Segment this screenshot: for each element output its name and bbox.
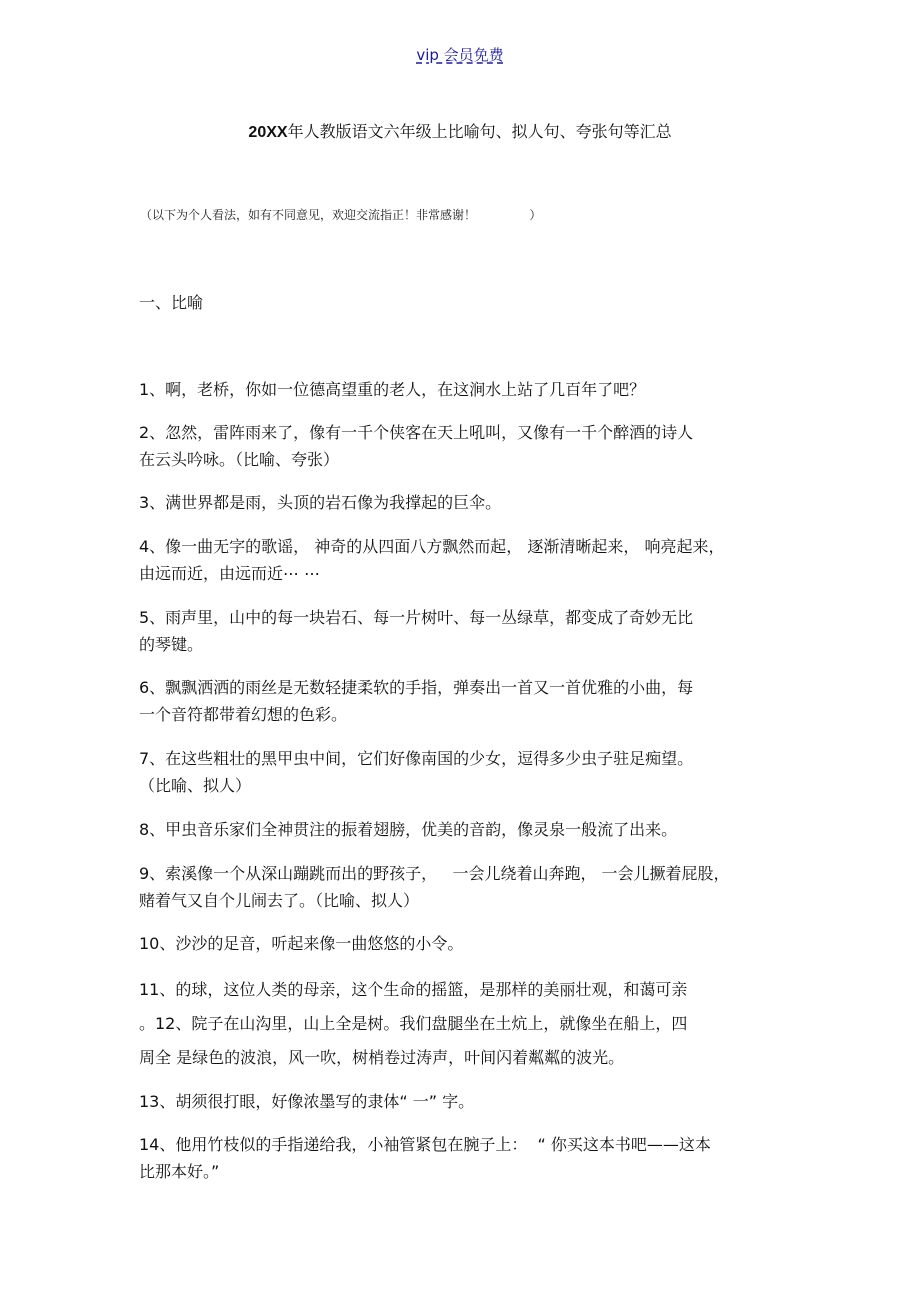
sentence-item: 8、甲虫音乐家们全神贯注的振着翅膀，优美的音韵，像灵泉一般流了出来。	[139, 820, 678, 839]
sentence-item: 13、胡须很打眼，好像浓墨写的隶体“ 一” 字。	[139, 1092, 475, 1111]
sentence-item: 4、像一曲无字的歌谣， 神奇的从四面八方飘然而起， 逐渐清晰起来， 响亮起来， 由远而近，由远而近⋯ ⋯	[139, 537, 725, 583]
sentence-item: 6、飘飘洒洒的雨丝是无数轻捷柔软的手指，弹奏出一首又一首优雅的小曲，每 一个音符都带着幻想的色彩。	[139, 678, 694, 724]
sentence-item: 3、满世界都是雨，头顶的岩石像为我撑起的巨伞。	[139, 493, 502, 512]
sentence-item: 1、啊，老桥，你如一位德高望重的老人，在这涧水上站了几百年了吧？	[139, 380, 646, 399]
title-text: 年人教版语文六年级上比喻句、拟人句、夸张句等汇总	[287, 122, 672, 141]
vip-header	[0, 44, 920, 65]
sentence-item: 14、他用竹枝似的手指递给我，小袖管紧包在腕子上： “ 你买这本书吧——这本 比那本好。”	[139, 1135, 711, 1181]
sentence-item: 9、索溪像一个从深山蹦跳而出的野孩子， 一会儿绕着山奔跑， 一会儿撅着屁股， 赌着气又自个儿闹去了。（比喻、拟人）	[139, 864, 730, 910]
sentence-item: 7、在这些粗壮的黑甲虫中间，它们好像南国的少女，逗得多少虫子驻足痴望。 （比喻、拟人）	[139, 749, 694, 795]
author-note: （以下为个人看法，如有不同意见，欢迎交流指正！非常感谢！ ）	[140, 208, 542, 222]
sentence-item: 10、沙沙的足音，听起来像一曲悠悠的小令。	[139, 934, 464, 953]
document-title	[0, 119, 920, 142]
section-heading-metaphor: 一、比喻	[139, 293, 204, 312]
sentence-item: 5、雨声里，山中的每一块岩石、每一片树叶、每一丛绿草，都变成了奇妙无比 的琴键。	[139, 608, 694, 654]
sentence-item: 11、的球，这位人类的母亲，这个生命的摇篮，是那样的美丽壮观，和蔼可亲 。12、院子在山沟里，山上全是树。我们盘腿坐在土炕上，就像坐在船上，四 周全 是绿色的波浪，风一吹，树梢卷过涛声，叶间闪着粼粼的波光。	[139, 980, 688, 1067]
title-year: 20XX	[248, 124, 288, 141]
sentence-item: 2、忽然，雷阵雨来了，像有一千个侠客在天上吼叫，又像有一千个醉酒的诗人 在云头吟咏。（比喻、夸张）	[139, 423, 694, 469]
vip-free-link[interactable]: vip 会员免费	[416, 46, 504, 64]
